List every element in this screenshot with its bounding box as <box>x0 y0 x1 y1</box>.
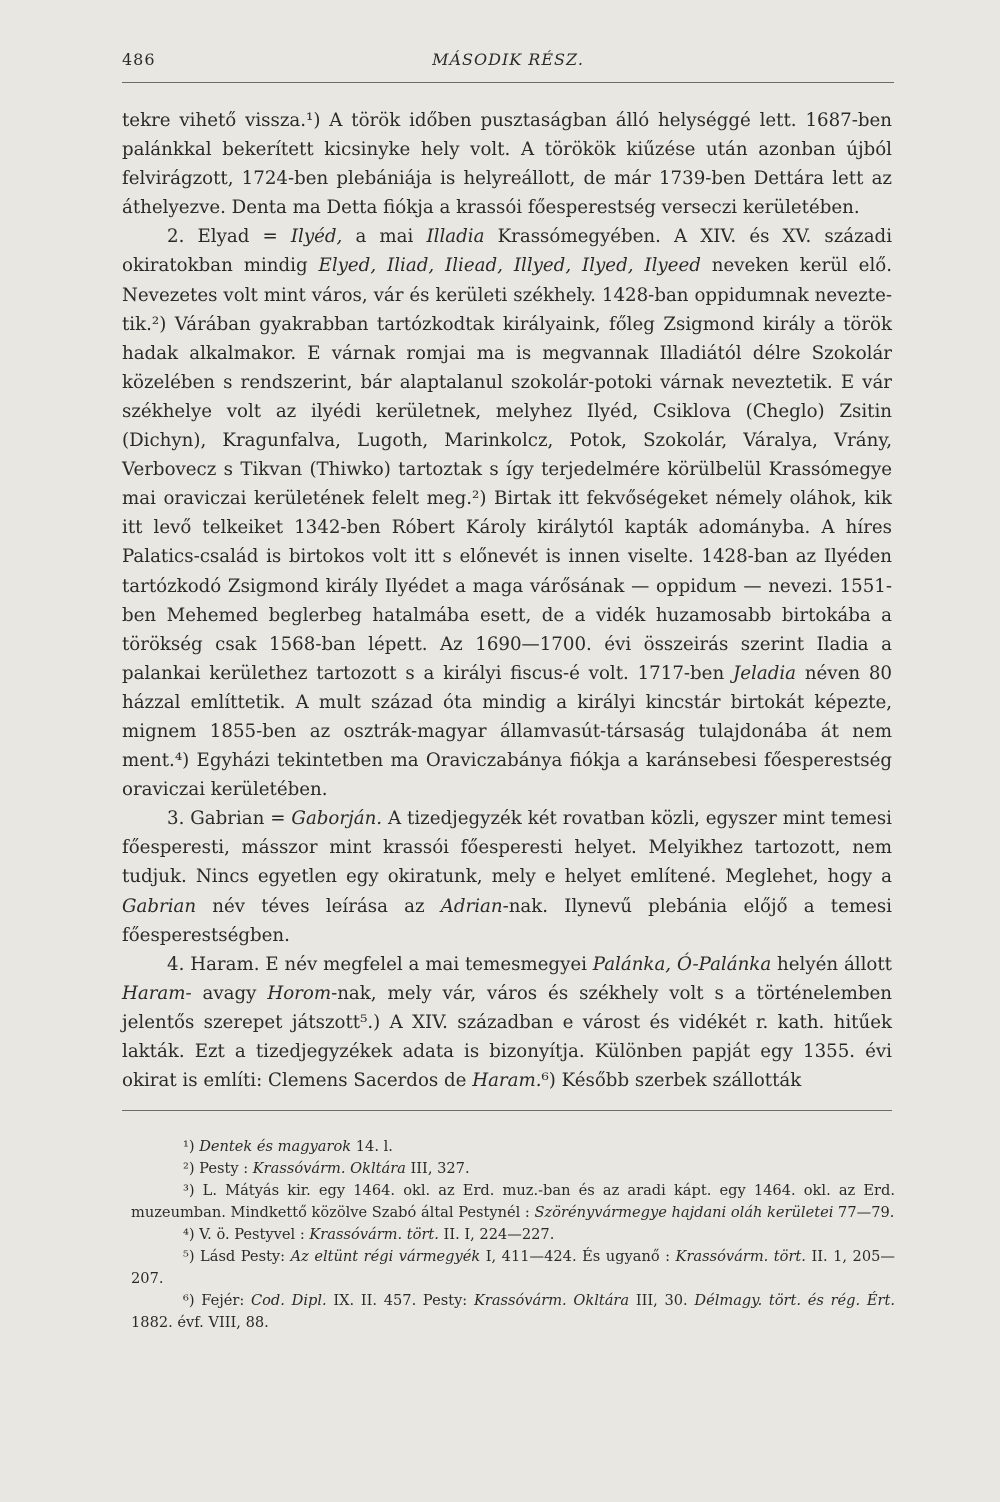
text-run: III, 30. <box>629 1292 695 1309</box>
paragraph-2 <box>122 222 892 804</box>
text-run: III, 327. <box>405 1160 470 1177</box>
italic-run: Adrian <box>440 895 503 917</box>
text-run: 77—79. <box>833 1204 895 1221</box>
italic-run: Elyed, Iliad, Iliead, Illyed, Ilyed, Ilyeed <box>318 255 701 277</box>
text-run: I, 411—424. És ugyanő : <box>480 1248 676 1265</box>
italic-run: Haram- <box>122 982 192 1004</box>
text-run: Krassómegyében. A XIV. és XV. századi okiratokban mindig <box>122 226 893 277</box>
text-run: neveken kerül elő. Nevezetes volt mint város, vár és kerületi székhely. 1428-ban oppidumnak neveztetik.²) Várában gyakrabban tartózkodtak királyaink, főleg Zsigmond király a török hadak alkalmakor. E várnak romjai ma is megvannak Illadiától délre Szokolár közelében s rendszerint, bár alaptalanul szokolár-potoki várnak neveztetik. E vár székhelye volt az ilyédi kerületnek, melyhez Ilyéd, Csiklova (Cheglo) Zsitin (Dichyn), Kragunfalva, Lugoth, Marinkolcz, Potok, Szokolár, Váralya, Vrány, Verbovecz s Tikvan (Thiwko) tartoztak s így terjedelmére körülbelül Krassómegye mai oraviczai kerületének felelt meg.²) Birtak itt fekvőségeket némely oláhok, kik itt levő telkeiket 1342-ben Róbert Károly királytól kapták adományba. A híres Palatics-család is birtokos volt itt s előnevét is innen viselte. 1428-ban az Ilyéden tartózkodó Zsigmond király Ilyédet a maga várősának — oppidum — nevezi. 1551-ben Mehemed beglerbeg hatalmába esett, de a vidék huzamosabb birtokába a törökség csak 1568-ban lépett. Az 1690—1700. évi összeirás szerint Iladia a palankai kerülethez tartozott s a királyi fiscus-é volt. 1717-ben <box>122 255 892 684</box>
text-run: ⁶) Később szerbek szállották <box>541 1070 802 1092</box>
footnote-3 <box>131 1180 895 1224</box>
italic-run: Az eltünt régi vármegyék <box>290 1248 481 1265</box>
page-header <box>122 50 894 76</box>
footnote-2 <box>131 1158 895 1180</box>
italic-run: Ilyéd, <box>290 226 343 248</box>
footnote-6 <box>131 1290 895 1334</box>
text-run: név téves leírása az <box>196 895 441 917</box>
text-run: ⁴) V. ö. Pestyvel : <box>183 1226 310 1243</box>
footnote-4 <box>131 1224 895 1246</box>
text-run: 1882. évf. VIII, 88. <box>131 1314 269 1331</box>
italic-run: Délmagy. tört. és rég. Ért. <box>694 1292 896 1309</box>
page-number: 486 <box>122 50 156 69</box>
italic-run: Cod. Dipl. <box>250 1292 327 1309</box>
text-run: ²) Pesty : <box>183 1160 253 1177</box>
text-run: A tizedjegyzék két rovatban közli, egyszer mint temesi főesperesti, másszor mint krassói főesperesti helyet. Melyikhez tartozott, nem tudjuk. Nincs egyetlen egy okiratunk, mely e helyet említené. Meglehet, hogy a <box>122 808 892 888</box>
text-run: -nak, mely vár, város és székhely volt s a történelemben jelentős szerepet játszott⁵.) A XIV. században e várost és vidékét r. kath. hitűek lakták. Ezt a tizedjegyzékek adata is bizonyítja. Különben papját egy 1355. évi okirat is említi: Clemens Sacerdos de <box>122 982 892 1092</box>
paragraph-4 <box>122 950 892 1095</box>
italic-run: Illadia <box>426 226 485 248</box>
italic-run: Dentek és magyarok <box>199 1138 352 1155</box>
italic-run: Gabrian <box>122 895 197 917</box>
italic-run: Gaborján. <box>291 808 383 830</box>
text-run: ⁵) Lásd Pesty: <box>183 1248 291 1265</box>
italic-run: Krassóvárm. tört. <box>309 1226 439 1243</box>
main-text <box>122 106 892 1095</box>
paragraph-1: tekre vihető vissza.¹) A török időben pusztaságban álló helységgé lett. 1687-ben palánkkal bekerített kicsinyke hely volt. A törökök kiűzése után azonban újból felvirágzott, 1724-ben plebániája is helyreállott, de már 1739-ben Dettára lett az áthelyezve. Denta ma Detta fiókja a krassói főesperestség verseczi kerületében. <box>122 110 892 219</box>
text-run: 4. Haram. E név megfelel a mai temesmegyei <box>167 953 593 975</box>
text-run: 2. Elyad = <box>167 226 291 248</box>
italic-run: Szörényvármegye hajdani oláh kerületei <box>534 1204 834 1221</box>
text-run: 3. Gabrian = <box>167 808 292 830</box>
italic-run: Krassóvárm. Okltára <box>473 1292 630 1309</box>
header-rule <box>122 82 894 83</box>
italic-run: Palánka, Ó-Palánka <box>592 953 772 975</box>
text-run: néven 80 házzal említtetik. A mult század óta mindig a királyi kincstár birtokát képezte, mignem 1855-ben az osztrák-magyar államvasút-társaság tulajdonába át nem ment.⁴) Egyházi tekintetben ma Oraviczabánya fiókja a karánsebesi főesperestség oraviczai kerületében. <box>122 662 893 801</box>
text-run: IX. II. 457. Pesty: <box>326 1292 474 1309</box>
text-run: ³) L. Mátyás kir. egy 1464. okl. az Erd. muz.-ban és az aradi kápt. egy 1464. okl. az Erd. muzeumban. Mindkettő közölve Szabó által Pestynél : <box>131 1182 895 1221</box>
text-run: 14. l. <box>351 1138 393 1155</box>
italic-run: Jeladia <box>732 662 797 684</box>
italic-run: Krassóvárm. tört. <box>675 1248 806 1265</box>
running-title: MÁSODIK RÉSZ. <box>432 50 584 69</box>
text-run: ⁶) Fejér: <box>183 1292 251 1309</box>
italic-run: Krassóvárm. Okltára <box>252 1160 406 1177</box>
paragraph-3 <box>122 804 892 949</box>
footnote-1 <box>131 1136 895 1158</box>
footnote-rule <box>122 1110 892 1111</box>
text-run: ¹) <box>183 1138 200 1155</box>
text-run: helyén állott <box>771 953 892 975</box>
text-run: II. I, 224—227. <box>438 1226 555 1243</box>
footnotes <box>131 1136 895 1334</box>
text-run: -nak. Ilynevű plebánia előjő a temesi főesperestségben. <box>122 895 892 946</box>
footnote-5 <box>131 1246 895 1290</box>
italic-run: Horom <box>267 982 332 1004</box>
text-run: avagy <box>191 982 268 1004</box>
italic-run: Haram. <box>472 1070 542 1092</box>
text-run: II. 1, 205—207. <box>131 1248 895 1287</box>
text-run: a mai <box>342 226 427 248</box>
